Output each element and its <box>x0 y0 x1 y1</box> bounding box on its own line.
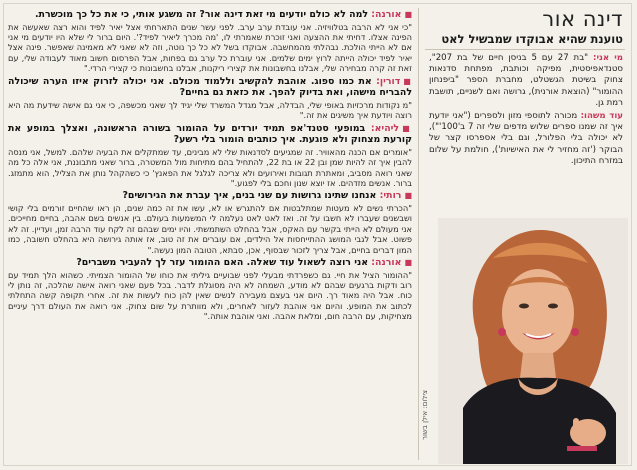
bio-block <box>429 111 623 167</box>
speaker-name: דורין: <box>376 75 401 87</box>
bio-block <box>429 53 623 109</box>
qa-block <box>8 257 412 322</box>
profile-name: דינה אור <box>542 7 623 31</box>
bullet-square-icon: ■ <box>404 191 412 201</box>
qa-block <box>8 123 412 189</box>
divider-line <box>425 49 625 50</box>
question <box>8 9 412 21</box>
answer-text: "כי אני לא הרבה בטלוויזיה. אני עובדת ערב ערב. לפני עשר שנים התארחתי אצל יאיר לפיד והוא רצה שאעשה את הפינה אצלו. דחיתי את ההצעה ואני זוכרת שאמרתי לו, 'מה מכרך ליאיר לפיד?'. היום ברור לי שלא היו יודעים מי אני אם לא הייתי הולכת. נבהלתי מהמחשבה. אבוקדו בשל לא כל כך נוטה, וזה לא שאני לא מאמינה שאפשר. פינה אצל יאיר לפיד יכולה הייתה לרוץ ימים שלמים. אני עוברת כל ערב גם בפחות, אבל הפרסום חשוב מאוד לעבודה שלי, עם זאת זה קרה מבחירה שלי, אבלנו בחשבונות את קצירי ריקנות, אבלנו בחשבונות כי קצירי הרדי." <box>8 21 412 74</box>
answer-text: "הכרתי נשים לא מעטות שמתלבטות אם להתגרש או לא, עשו את זה כמה שנים, הן ראו שהחיים זורמים בלי קושי ושבשנים שעברו לא חשבו על זה. ואז לאט לאט נעלמה לי המשמעות בעולם. בין אנשים בשם אהבה, בחיים מחייכים. אני מעולם לא הייתי בקשר עם האקס, אבל בהחלט השתמשתי. והיו ימים שבהם זה לקח עוד הרבה זמן, ועדיין. זה לא פשוט. אבל לגבי המושג ההתייחסות אל הילדים, אם עוברים את זה טוב, אז אותה גירושה היא בהחלט חשובה, כמו המון דברים בחיים, אבל צריך לזכור שבסוף, אכן, סבתא, הטובה המון נעשה." <box>8 203 412 255</box>
bullet-square-icon: ■ <box>404 10 412 19</box>
column-divider <box>418 8 419 460</box>
answer-text: "אומרים אם הכנה מהאוויר. זה שמגיעים לסדנאות שלי לא מבינים, עד שמתקלים את הבעיה שלהם. למשל, אני מנסה להבין איך זה להיות שמן ובן 22 או בת 22, להתחיל בהם מתיחות מול המשטרה, ברור שאני מתבוננת, אני אלה כל מה שאני רואה מסביב, ומאתרת תגובות ואירועים ולא צריכה לגלגל את הפאנץ' כי כשהקהל נותן את הצליל, הוא מתמזג. ברור. אנשים מזדהים. אז יוצא שנון וחכם בלי לפגוע." <box>8 146 412 189</box>
profile-tagline: טוענת שהיא אבוקדו שמבשיל לאט <box>441 32 623 46</box>
answer-text: "ההומור הציל את חיי. גם כשפרדתי מבעלי לפני שבועיים גיליתי את כוחו של ההומור הצמיתי. כשהוא הלך תמיד עם רוב ודקות ברגעים שבהם לא מודע, השמחה לא היה מסוגלת לדבר. בכל פעם שאני רואה אישה שהלכה, זה נותן לי כוח. אבל היה מאוד רך. היום אני בעצם מעבירה לנשים שאין להן כוח לעשות את זה. אחרי תקופה קשה התחלתי לכתוב את המופע. והיום אני אוהבת לעזור לאחרים, ולא מוותרת על שום צחוק. אני רואה את העולם דרך עיניים מצחיקות, עם הרבה חום, ומלאת אהבה. ואני אוהבת אותה." <box>8 269 412 322</box>
profile-bio <box>421 53 629 167</box>
qa-block <box>8 190 412 255</box>
question-text: את כמו ספוג. אוהבת להקשיב וללמוד מכולם. אני יכולה לזרוק איזו הערה שיכולה להבריח מישהו, ואת בדיוק להפך. את כזאת גם בחיים? <box>8 75 412 99</box>
bio-label: עוד משהו: <box>580 111 623 122</box>
interview-column <box>8 8 412 462</box>
question-text: אנחנו שתינו גרושות עם שני בנים, איך עברת את הגירושים? <box>122 190 377 202</box>
question-text: במופעי סטנד'אפ תמיד יורדים על ההומור בשורה הראשונה, ואצלך במופע את קורעת מצחוק ולא פוגעת. איך כותבים הומור בלי רשע? <box>8 122 412 146</box>
portrait-photo <box>438 218 628 464</box>
speaker-name: רותי: <box>379 190 402 202</box>
bullet-square-icon: ■ <box>402 123 412 133</box>
speaker-name: אורנה: <box>371 257 402 269</box>
bio-label: מי אני: <box>593 53 624 63</box>
photo-credit: צילום: אילן בשור <box>421 390 429 441</box>
speaker-name: ליהיא: <box>370 122 400 134</box>
question <box>8 257 412 269</box>
question-text: אני רוצה לשאול עוד שאלה. האם ההומור עזר לך להעביר משברים? <box>76 257 369 269</box>
portrait-illustration <box>438 218 628 464</box>
bio-text: מכורה לתוספי מזון ולספרים ("אני יודעת איך זה שמנו ספרים שלוש מדפים שלי זה 7 ב'100'"), לא יכולה בלי הפלורל, וגם בלי אספרסו קצר של הבוקר ('זה מחזיר לי את האישיות'), חולמת על שלום במזרח התיכון. <box>429 111 623 166</box>
question <box>8 76 412 99</box>
bullet-square-icon: ■ <box>404 258 412 268</box>
qa-block <box>8 76 412 121</box>
profile-column <box>421 6 629 464</box>
speaker-name: אורנה: <box>371 9 402 20</box>
question <box>8 123 412 146</box>
question-text: למה לא כולם יודעים מי זאת דינה אור? זה משגע אותי, כי את כל כך מוכשרת. <box>34 9 369 20</box>
qa-block <box>8 9 412 74</box>
answer-text: "מ נקודות מרכזיות באופי שלי, הבדלה, אבל מגדל המשרד שלי יגיד לך שאני מכשפה, כי אני גם אישה שידעת מה היא רוצה ויודעת איך משיגים את זה." <box>8 99 412 121</box>
bio-text: "בת 27 עם 5 בניסן חיים של בת 207", סטנדאפיסטית, מפיקה וכותבת, מפתחת סדנאות צחוק בשיטת הגשטלט, מחברת הספר "ביפנחון ההומור" (הוצאת אורנית), גרושה ואם לשניים, תושבת רמת גן. <box>429 53 623 108</box>
question <box>8 190 412 202</box>
bullet-square-icon: ■ <box>403 76 412 86</box>
